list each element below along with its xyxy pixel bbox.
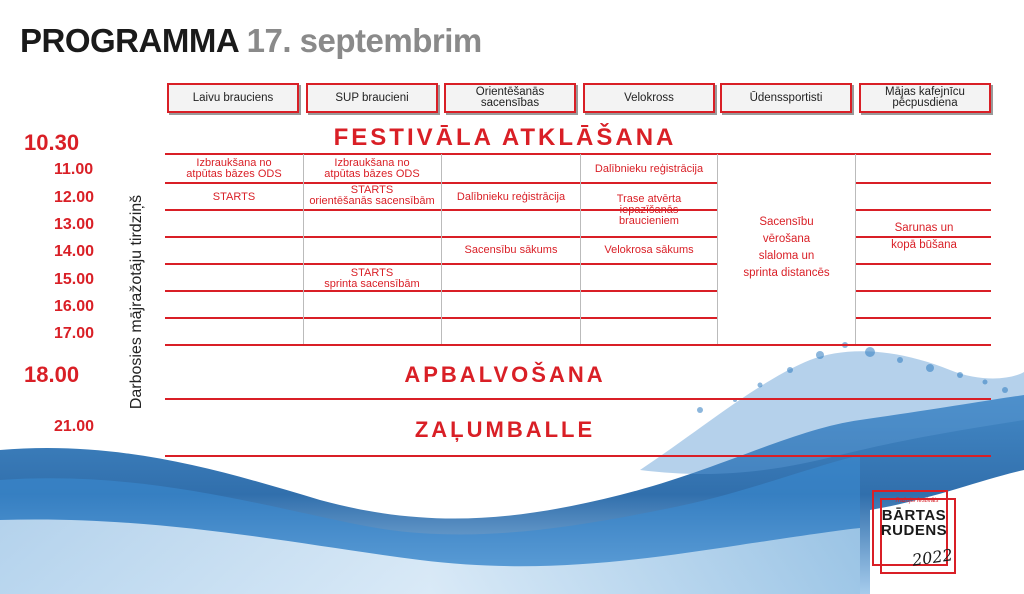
time-1200: 12.00	[54, 189, 95, 206]
grid-line	[856, 182, 991, 184]
title-main: PROGRAMMA	[20, 22, 238, 59]
column-header-sup: SUP braucieni	[306, 83, 438, 113]
time-1800: 18.00	[24, 362, 80, 387]
time-1700: 17.00	[54, 325, 95, 342]
column-header-boat-trip: Laivu brauciens	[167, 83, 299, 113]
grid-line	[856, 317, 991, 319]
column-divider	[303, 154, 304, 344]
cell-orienteering-1400: Sacensību sākums	[464, 244, 558, 256]
column-header-velocross: Velokross	[583, 83, 715, 113]
cell-boat-1200: STARTS	[212, 191, 256, 203]
column-header-watersports: Ūdenssportisti	[720, 83, 852, 113]
time-1400: 14.00	[54, 243, 95, 260]
cell-sup-1200: STARTS orientēšanās sacensībām	[309, 184, 435, 207]
page-title	[20, 22, 482, 60]
cell-orienteering-1200: Dalībnieku reģistrācija	[456, 191, 566, 203]
cell-velocross-1100: Dalībnieku reģistrācija	[594, 163, 704, 175]
time-1100: 11.00	[54, 161, 94, 178]
banner-ball: ZAĻUMBALLE	[414, 417, 596, 442]
title-date: 17. septembrim	[246, 22, 482, 59]
cell-velocross-1400: Velokrosa sākums	[604, 244, 694, 256]
time-1300: 13.00	[54, 216, 95, 233]
grid-line	[165, 153, 991, 155]
column-header-orienteering: Orientēšanās sacensības	[444, 83, 576, 113]
cell-watersports-span: Sacensību vērošana slaloma un sprinta distancēs	[743, 216, 830, 279]
cell-home-cafes-span: Sarunas un kopā būšana	[891, 222, 957, 251]
market-note: Darbosies mājražotāju tirdziņš	[128, 194, 145, 410]
column-divider	[580, 154, 581, 344]
column-divider	[441, 154, 442, 344]
time-2100: 21.00	[54, 418, 95, 435]
time-1500: 15.00	[54, 271, 95, 288]
banner-awards: APBALVOŠANA	[404, 362, 606, 387]
cell-velocross-1200: Trase atvērta iepazīšanās braucieniem	[616, 193, 682, 227]
grid-line	[856, 290, 991, 292]
cell-sup-1100: Izbraukšana no atpūtas bāzes ODS	[324, 157, 420, 180]
grid-line	[856, 209, 991, 211]
grid-line	[856, 263, 991, 265]
time-1030: 10.30	[24, 130, 80, 155]
time-1600: 16.00	[54, 298, 95, 315]
grid-line	[165, 398, 991, 400]
cell-boat-1100: Izbraukšana no atpūtas bāzes ODS	[186, 157, 282, 180]
grid-line	[165, 344, 991, 346]
cell-sup-1500: STARTS sprinta sacensībām	[324, 267, 420, 290]
banner-opening: FESTIVĀLA ATKLĀŠANA	[333, 124, 677, 151]
grid-line	[165, 455, 991, 457]
column-divider	[717, 154, 718, 344]
festival-logo: Ražojis festivāls BĀRTAS RUDENS 2022	[872, 490, 960, 578]
column-divider	[855, 154, 856, 344]
column-header-home-cafes: Mājas kafejnīcu pēcpusdiena	[859, 83, 991, 113]
